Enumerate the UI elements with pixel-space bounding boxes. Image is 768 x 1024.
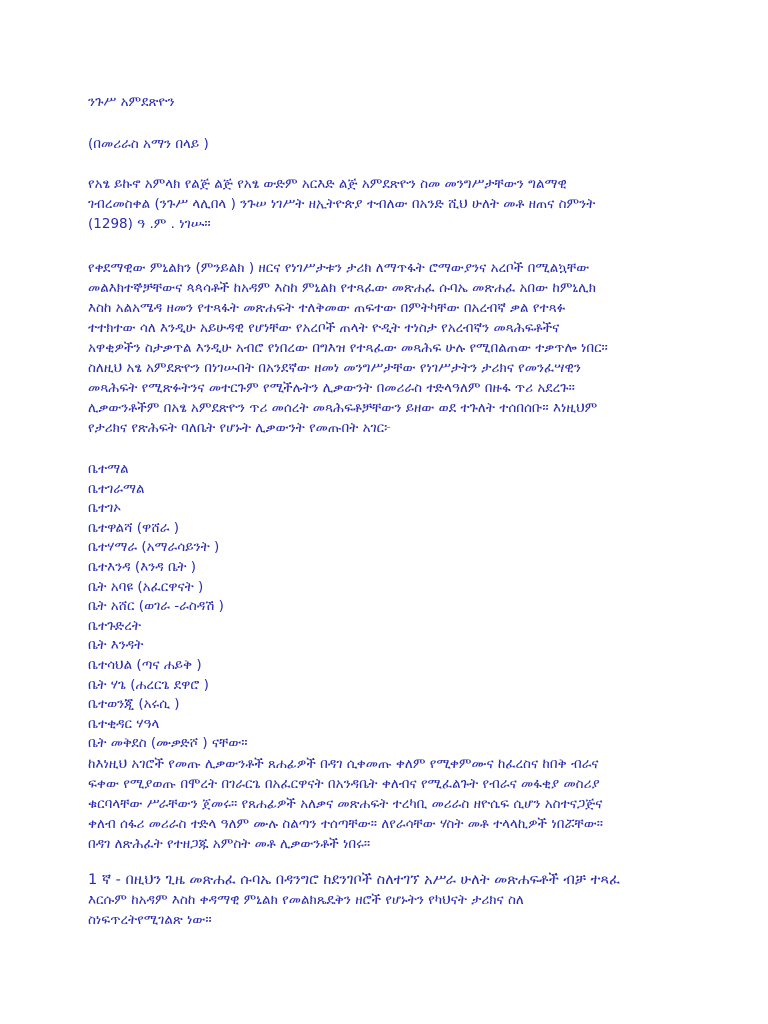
- text-line: እስከ አልአሜዳ ዘመን የተጻፋት መጽሐፍት ተለቅመው ጠፍተው በምትካቸው በአረብኛ ቃል የተጻፉ: [88, 300, 566, 316]
- list-item: ቤት ሃጌ (ሐረርጌ ደዋሮ ): [88, 676, 209, 693]
- footnote-paragraph: [88, 870, 708, 930]
- list-item: ቤተወንጂ (አሩሲ ): [88, 696, 180, 713]
- text-line: ቁርባላቸው ሥራቸውን ጀመሩ። የጸሐፊዎች አለቃና መጽሐፍት ተረካቢ መሪራስ ዘዮሴፍ ሲሆን አስተናጋጅና: [88, 795, 603, 812]
- intro-paragraph: [88, 174, 708, 234]
- list-item: ቤተቂዳር ሃዓላ: [88, 715, 160, 732]
- text-line: ስለዚህ አፄ አምደጽዮን በነገሡበት በአንደኛው ዘመነ መንግሥታቸው የነገሥታትን ታሪክና የመንፈሣዊን: [88, 360, 581, 376]
- list-item: ቤተሳህል (ጣና ሐይቅ ): [88, 656, 202, 673]
- list-item: ቤተዋልሻ (ዋሸራ ): [88, 519, 180, 536]
- body-paragraph: [88, 258, 708, 438]
- text-line: የቀደማዊው ምኒልክን (ምንይልክ ) ዘርና የነገሥታቱን ታሪክ ለማጥፋት ሮማውያንና አረቦች በሚልኳቸው: [88, 260, 590, 276]
- text-line: እርሱም ከአዳም እስከ ቀዳማዊ ምኒልክ የመልክጼዴቅን ዘሮች የሆኑትን የካህናት ታሪክና ስለ: [88, 891, 524, 908]
- text-line: 1 ኛ - በዚህን ጊዜ መጽሐፈ ሱባኤ በዳንግሮ ከደንገቦች ስለተገኘ አሥራ ሁለት መጽሐፍቶች ብቻ ተጻፈ: [88, 871, 620, 888]
- text-line: ስነፍጥረትየሚገልጽ ነው።: [88, 911, 212, 928]
- list-item: ቤተእንዳ (እንዳ ቤት ): [88, 558, 196, 575]
- text-line: ቀለብ ሰፋሪ መሪራስ ተድላ ዓለም ሙሉ ስልጣን ተሰጣቸው። ለየራሳቸው ሃስት መቶ ተላላኪዎች ነበሯቸው።: [88, 815, 604, 832]
- text-line: ከእነዚህ አገሮች የመጡ ሊቃውንቶች ጸሐፊዎች በዳገ ሲቀመጡ ቀለም የሚቀምሙና ከፈረስና ከበቅ ብራና: [88, 755, 599, 772]
- text-line: ፍቀው የሚያወጡ በሞረት በገራርጌ በአፈርዋናት በአንዳቤት ቀለብና የሚፈልጉት የብራና መፋቂያ መስሪያ: [88, 775, 600, 792]
- text-line: የአፄ ይኩኖ አምላክ የልጅ ልጅ የአፄ ውድም አርእድ ልጅ አምደጽዮን ስመ መንግሥታቸውን ግልማዊ: [88, 176, 567, 192]
- text-line: ገብረመስቀል (ንጉሥ ላሊበላ ) ንጉሠ ነገሥት ዘኢትዮጵያ ተብለው በአንድ ሺህ ሁለት መቶ ዘጠና ስምንት: [88, 196, 596, 212]
- text-line: አዋቂዎችን ስታቃጥል እንዲሁ አብሮ የነበረው በግእዝ የተጻፈው መጻሕፍ ሁሉ የሚበልጠው ተቃጥሎ ነበር።: [88, 340, 608, 356]
- list-item: ቤት አሸር (ወገራ -ራስዳሽ ): [88, 598, 224, 615]
- text-line: ሊቃውንቶችም በአፄ አምደጽዮን ጥሪ መሰረት መጻሕፍቶቻቸውን ይዘው ወደ ተጉለት ተሰበሰቡ። እነዚህም: [88, 400, 598, 416]
- text-line: የታሪክና የጽሕፍት ባለቤት የሆኑት ሊቃውንት የመጡበት አገር፦: [88, 420, 392, 436]
- list-item: ቤተማል: [88, 461, 129, 477]
- document-page: [88, 92, 708, 930]
- document-title: ንጉሥ አምደጽዮን: [88, 94, 175, 110]
- text-line: በዳገ ለጽሕፈት የተዘጋጁ አምስት መቶ ሊቃውንቶች ነበሩ።: [88, 835, 371, 852]
- list-item: ቤተሃማራ (አማራሳይንት ): [88, 539, 220, 556]
- closing-paragraph: [88, 754, 708, 854]
- places-list: [88, 460, 708, 754]
- text-line: ተተክተው ሳለ እንዲሁ አይሁዳዊ የሆነቸው የአረቦች ጠላት ዮዲት ተነስታ የአረብኛን መጻሕፍቶችና: [88, 320, 560, 336]
- list-item: ቤት እንዳት: [88, 637, 144, 654]
- text-line: መጻሕፍት የሚጽፉትንና መተርጉም የሚችሉትን ሊቃውንት በመሪራስ ተድላዓለም በዙፋ ጥሪ አደረጉ።: [88, 380, 575, 396]
- list-item: ቤት መቅደስ (ሙቃድሾ ) ናቸው።: [88, 735, 248, 752]
- text-line: መልእክተኞቻቸውና ጳጳሳቶች ከአዳም እስከ ምኒልክ የተጻፈው መጽሐፈ ሱባኤ መጽሐፈ አበው ከምኒሊክ: [88, 280, 597, 296]
- list-item: ቤተገኦ: [88, 500, 122, 517]
- list-item: ቤት አባዩ (አፈርዋናት ): [88, 578, 204, 595]
- list-item: ቤተገራማል: [88, 480, 145, 497]
- list-item: ቤተጉድረት: [88, 617, 141, 634]
- document-author: (በመሪራስ አማን በላይ ): [88, 136, 209, 152]
- text-line: (1298) ዓ .ም . ነገሡ።: [88, 216, 211, 232]
